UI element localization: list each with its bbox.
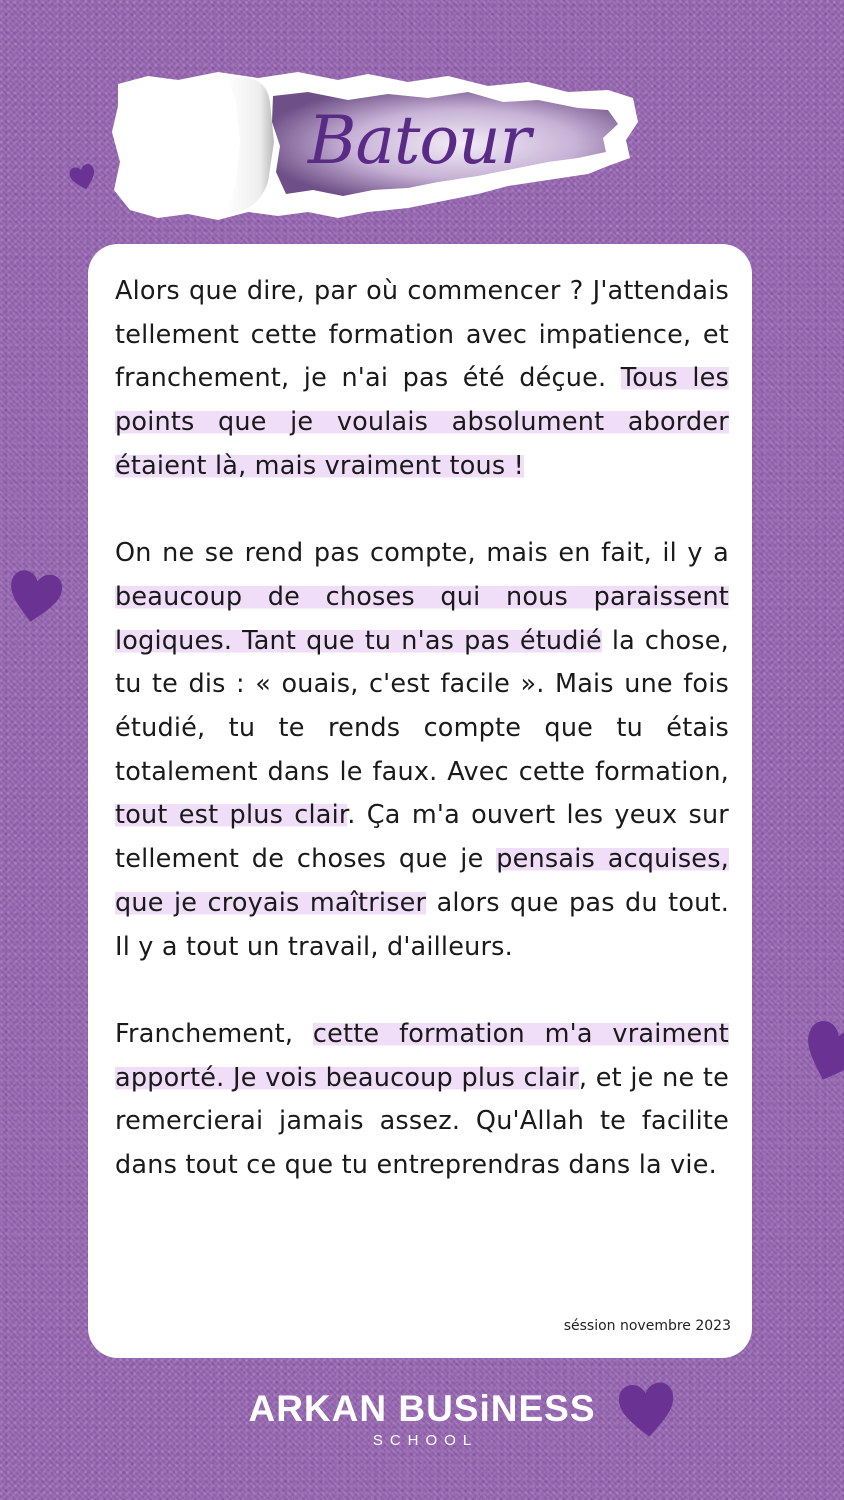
torn-paper-header [108, 62, 648, 232]
body-text: Franchement, [115, 1018, 313, 1049]
testimonial-paragraph [115, 270, 729, 489]
body-text: . Ça m'a ouvert les yeux sur tellement de choses que je [115, 800, 729, 875]
testimonial-text [115, 270, 729, 1188]
highlighted-text: cette formation m'a vraiment apporté. Je vois beaucoup plus clair [115, 1018, 729, 1093]
highlighted-text: beaucoup de choses qui nous paraissent logiques. Tant que tu n'as pas étudié [115, 581, 729, 656]
testimonial-card [88, 244, 752, 1358]
testimonial-paragraph [115, 1013, 729, 1188]
heart-icon [798, 1016, 844, 1088]
body-text: Alors que dire, par où commencer ? J'attendais tellement cette formation avec impatience, et franchement, je n'ai pas été déçue. [115, 276, 729, 394]
highlighted-text: tout est plus clair [115, 800, 348, 831]
logo-sub-text: SCHOOL [372, 1432, 479, 1449]
school-logo [0, 1388, 844, 1449]
heart-icon [4, 560, 66, 632]
body-text: On ne se rend pas compte, mais en fait, il y a [115, 538, 729, 569]
person-name-title: Batour [308, 102, 531, 179]
body-text: la chose, tu te dis : « ouais, c'est facile ». Mais une fois étudié, tu te rends compte que tu étais totalement dans le faux. Avec cette formation, [115, 625, 729, 787]
testimonial-paragraph [115, 532, 729, 969]
highlighted-text: pensais acquises, que je croyais maîtriser [115, 844, 729, 918]
body-text: alors que pas du tout. Il y a tout un travail, d'ailleurs. [115, 887, 729, 962]
highlighted-text: Tous les points que je voulais absolument aborder étaient là, mais vraiment tous ! [115, 363, 729, 481]
logo-main-text: ARKAN BUSiNESS [248, 1388, 596, 1429]
session-label: séssion novembre 2023 [563, 1318, 731, 1334]
heart-icon [68, 160, 98, 194]
body-text: , et je ne te remercierai jamais assez. Qu'Allah te facilite dans tout ce que tu entreprendras dans la vie. [115, 1062, 729, 1181]
